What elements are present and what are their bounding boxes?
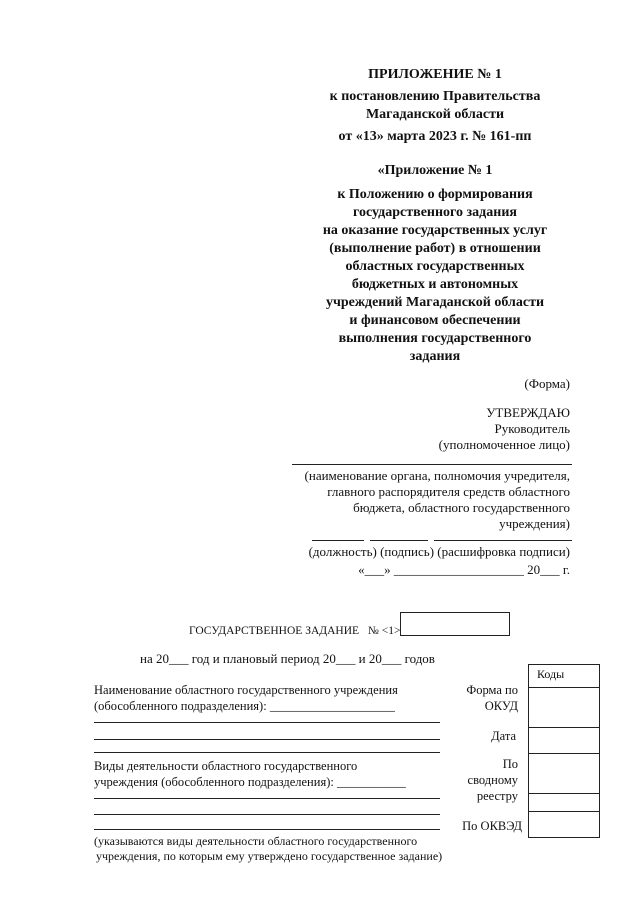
institution-line-2: (обособленного подразделения): ____________________ — [94, 699, 395, 713]
resolution-line-2: Магаданской области — [365, 107, 505, 122]
form-label: (Форма) — [524, 376, 570, 391]
codes-row-divider — [529, 687, 599, 688]
provision-line: задания — [409, 349, 461, 364]
provision-line: учреждений Магаданской области — [325, 295, 545, 310]
activities-line-2: учреждения (обособленного подразделения): ___________ — [94, 775, 406, 789]
okved-label: По ОКВЭД — [462, 819, 522, 833]
codes-row-divider — [529, 811, 599, 812]
signature-line — [370, 540, 428, 541]
registry-label — [448, 756, 518, 804]
okud-label-line-2: ОКУД — [484, 699, 518, 713]
registry-label-line-3: реестру — [476, 789, 518, 803]
activities-note-line-2: учреждения, по которым ему утверждено государственное задание) — [96, 849, 443, 863]
provision-line: государственного задания — [353, 205, 517, 220]
activities-note — [94, 834, 454, 864]
provision-text — [300, 186, 570, 366]
task-number-label: № <1> — [367, 625, 401, 637]
activities-fill-line[interactable] — [94, 798, 440, 799]
codes-row-divider — [529, 793, 599, 794]
organ-caption-line: (наименование органа, полномочия учредителя, — [304, 468, 570, 483]
provision-line: бюджетных и автономных — [351, 277, 519, 292]
institution-fill-line[interactable] — [94, 739, 440, 740]
provision-line: и финансовом обеспечении — [349, 313, 521, 328]
institution-line-1: Наименование областного государственного учреждения — [94, 683, 398, 697]
okud-label-line-1: Форма по — [466, 683, 518, 697]
activities-fill-line[interactable] — [94, 829, 440, 830]
provision-line: на оказание государственных услуг — [322, 223, 548, 238]
institution-fill-line[interactable] — [94, 752, 440, 753]
approve-label: УТВЕРЖДАЮ — [486, 405, 570, 420]
head-label: Руководитель — [494, 421, 570, 436]
codes-table — [528, 664, 600, 838]
resolution-line-1: к постановлению Правительства — [329, 89, 541, 104]
organ-caption — [300, 468, 570, 532]
organ-caption-line: учреждения) — [499, 516, 570, 531]
organ-line — [292, 464, 572, 465]
organ-caption-line: главного распорядителя средств областного — [327, 484, 570, 499]
signature-caption: (должность) (подпись) (расшифровка подписи) — [308, 544, 570, 559]
date-label: Дата — [491, 729, 516, 743]
institution-name-label — [94, 682, 444, 714]
codes-header: Коды — [537, 667, 565, 681]
task-number-box[interactable] — [400, 612, 510, 636]
codes-row-divider — [529, 727, 599, 728]
position-line — [312, 540, 364, 541]
activities-fill-line[interactable] — [94, 814, 440, 815]
activities-line-1: Виды деятельности областного государственного — [94, 759, 358, 773]
task-title: ГОСУДАРСТВЕННОЕ ЗАДАНИЕ — [189, 625, 360, 637]
organ-caption-line: бюджета, областного государственного — [353, 500, 570, 515]
institution-fill-line[interactable] — [94, 722, 440, 723]
task-title-row — [189, 625, 401, 637]
appendix-2-title: «Приложение № 1 — [377, 163, 493, 178]
provision-line: к Положению о формирования — [337, 187, 533, 202]
approval-date: «___» ____________________ 20___ г. — [358, 562, 570, 577]
resolution-date: от «13» марта 2023 г. № 161-пп — [338, 129, 532, 144]
appendix-title: ПРИЛОЖЕНИЕ № 1 — [368, 67, 502, 82]
codes-row-divider — [529, 753, 599, 754]
authorized-label: (уполномоченное лицо) — [438, 437, 570, 452]
registry-label-line-1: По — [502, 757, 518, 771]
provision-line: (выполнение работ) в отношении — [329, 241, 541, 256]
okud-label — [448, 682, 518, 714]
registry-label-line-2: сводному — [467, 773, 518, 787]
task-period: на 20___ год и плановый период 20___ и 20___ годов — [140, 651, 435, 666]
activities-note-line-1: (указываются виды деятельности областного государственного — [94, 834, 418, 848]
signature-name-line — [434, 540, 572, 541]
activities-label — [94, 758, 444, 790]
provision-line: выполнения государственного — [338, 331, 532, 346]
provision-line: областных государственных — [345, 259, 525, 274]
